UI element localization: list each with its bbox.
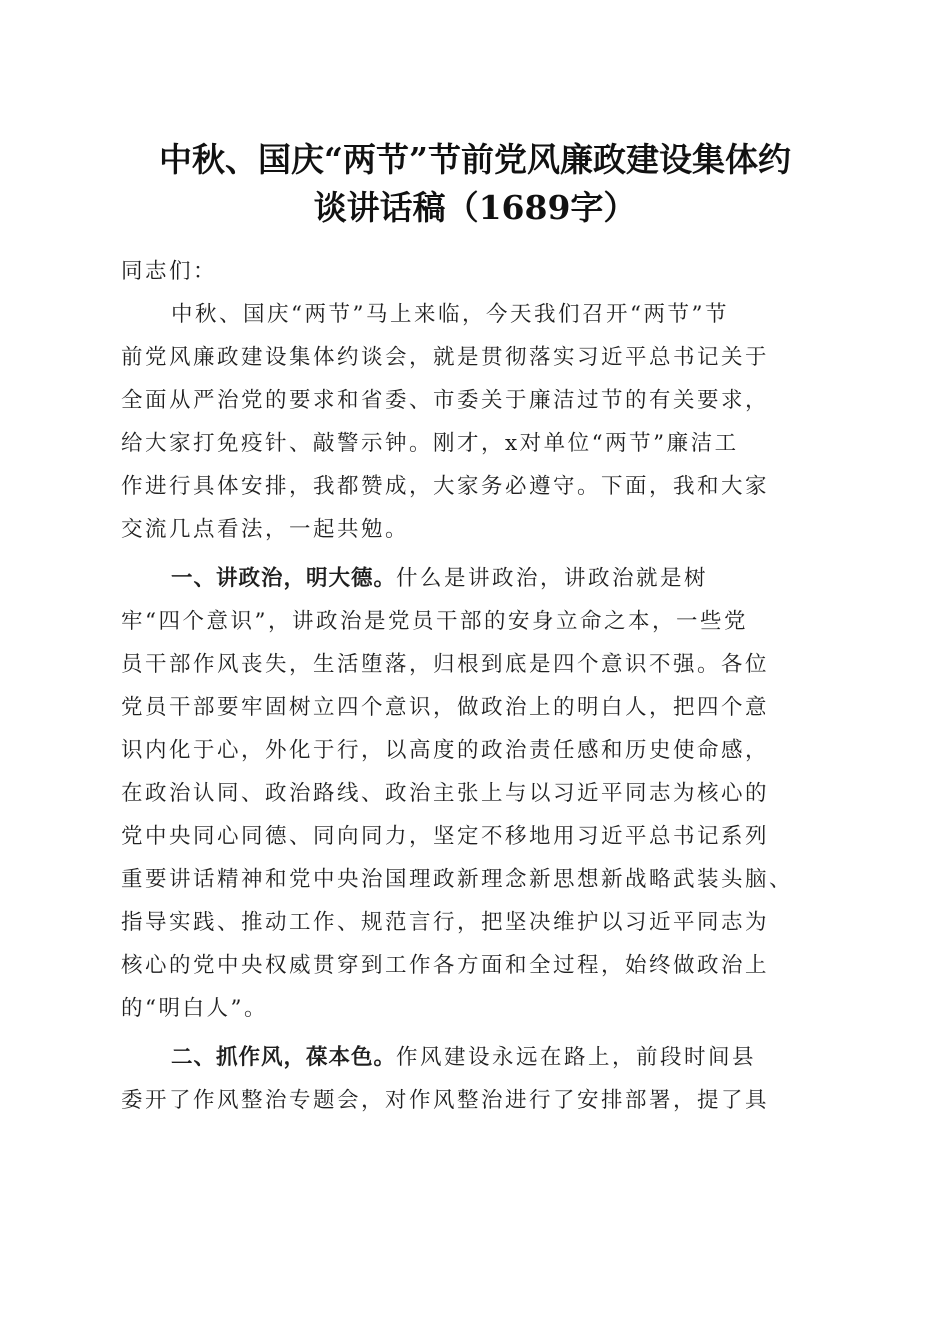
paragraph-line: 交流几点看法，一起共勉。 <box>121 517 410 542</box>
section-1-first-line <box>121 557 841 600</box>
section-1-heading: 一、讲政治，明大德。 <box>171 566 397 591</box>
paragraph-line: 牢“四个意识”，讲政治是党员干部的安身立命之本，一些党 <box>121 609 748 634</box>
section-2-paragraph <box>121 1036 841 1122</box>
salutation: 同志们： <box>121 259 218 284</box>
paragraph-line: 作进行具体安排，我都赞成，大家务必遵守。下面，我和大家 <box>121 474 770 499</box>
title-line-1: 中秋、国庆“两节”节前党风廉政建设集体约 <box>159 140 791 179</box>
paragraph-line: 委开了作风整治专题会，对作风整治进行了安排部署，提了具 <box>121 1088 770 1113</box>
section-1-first-line-text: 什么是讲政治，讲政治就是树 <box>396 566 709 591</box>
title-line-2: 谈讲话稿（1689字） <box>313 188 637 227</box>
paragraph-line: 在政治认同、政治路线、政治主张上与以习近平同志为核心的 <box>121 781 770 806</box>
paragraph-line: 全面从严治党的要求和省委、市委关于廉洁过节的有关要求， <box>121 388 770 413</box>
paragraph-line: 党员干部要牢固树立四个意识，做政治上的明白人，把四个意 <box>121 695 770 720</box>
paragraph-line: 核心的党中央权威贯穿到工作各方面和全过程，始终做政治上 <box>121 953 770 978</box>
section-1-paragraph <box>121 557 841 1030</box>
document-title <box>100 136 850 232</box>
intro-paragraph <box>121 293 841 551</box>
section-2-heading: 二、抓作风，葆本色。 <box>171 1045 397 1070</box>
document-body <box>121 250 841 1122</box>
paragraph-line: 前党风廉政建设集体约谈会，就是贯彻落实习近平总书记关于 <box>121 345 770 370</box>
paragraph-line: 的“明白人”。 <box>121 996 268 1021</box>
paragraph-line: 员干部作风丧失，生活堕落，归根到底是四个意识不强。各位 <box>121 652 770 677</box>
paragraph-line: 重要讲话精神和党中央治国理政新理念新思想新战略武装头脑、 <box>121 867 794 892</box>
paragraph-line: 中秋、国庆“两节”马上来临，今天我们召开“两节”节 <box>171 302 729 327</box>
section-2-first-line <box>121 1036 841 1079</box>
section-2-first-line-text: 作风建设永远在路上，前段时间县 <box>396 1045 757 1070</box>
paragraph-line: 党中央同心同德、同向同力，坚定不移地用习近平总书记系列 <box>121 824 770 849</box>
paragraph-line: 识内化于心，外化于行，以高度的政治责任感和历史使命感， <box>121 738 770 763</box>
paragraph-line: 给大家打免疫针、敲警示钟。刚才，x对单位“两节”廉洁工 <box>121 431 739 456</box>
paragraph-line: 指导实践、推动工作、规范言行，把坚决维护以习近平同志为 <box>121 910 770 935</box>
